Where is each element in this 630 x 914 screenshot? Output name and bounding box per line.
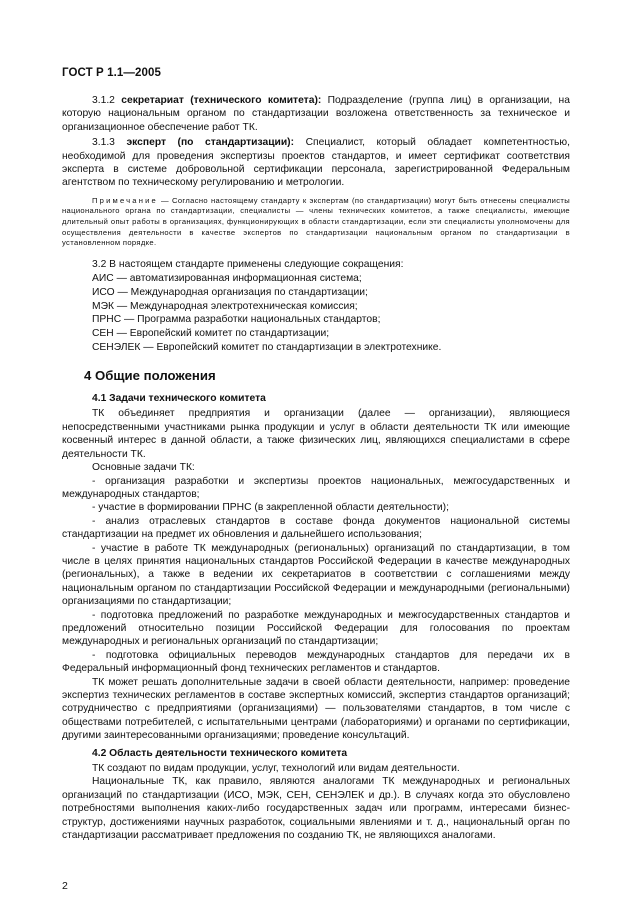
term-definition: Специалист, который обладает компетентностью, необходимой для проведения экспертизы проектов стандартов, и имеет сертификат соответствия эксперта в системе добровольной сертификации персонала, зарегистрированной Федеральным агентством по техническому регулированию и метрологии. <box>62 137 570 189</box>
paragraph: ТК создают по видам продукции, услуг, технологий или видам деятельности. <box>92 763 460 775</box>
note-label: Примечание <box>92 195 158 205</box>
task-item: - подготовка предложений по разработке международных и межгосударственных стандартов и предложений относительно позиции Российской Федерации для голосования по проектам международных и региональных организаций по стандартизации; <box>62 609 570 648</box>
document-header: ГОСТ Р 1.1—2005 <box>62 67 161 79</box>
clause-number: 3.1.3 <box>92 137 115 149</box>
abbreviation-item: СЕНЭЛЕК — Европейский комитет по стандартизации в электротехнике. <box>92 342 442 354</box>
task-item: - подготовка официальных переводов международных стандартов для передачи их в Федеральный информационный фонд технических регламентов и стандартов. <box>62 649 570 675</box>
paragraph: Национальные ТК, как правило, являются аналогами ТК международных и региональных организаций по стандартизации (ИСО, МЭК, СЕН, СЕНЭЛЕК и др.). В случаях когда это обусловлено потребностями выполнения каких-либо государственных задач или программ, интересами бизнес-структур, достижениями научных разработок, социальными явлениями и т. д., национальный орган по стандартизации рассматривает предложения по созданию ТК, не являющихся аналогами. <box>62 776 570 842</box>
term-definition: Подразделение (группа лиц) в организации, на которую национальным органом по стандартизации возложена ответственность за техническое и организационное обеспечение работ ТК. <box>62 95 570 133</box>
abbreviation-item: АИС — автоматизированная информационная система; <box>92 272 362 284</box>
page-number: 2 <box>62 880 68 892</box>
task-item: - анализ отраслевых стандартов в составе фонда документов национальной системы стандартизации на предмет их обновления и дальнейшего использования; <box>62 515 570 541</box>
abbreviation-item: ПРНС — Программа разработки национальных стандартов; <box>92 314 381 326</box>
section-4-2-heading: 4.2 Область деятельности технического комитета <box>92 747 348 759</box>
term-3-1-2 <box>62 94 570 134</box>
paragraph: ТК может решать дополнительные задачи в своей области деятельности, например: проведение экспертиз технических регламентов в составе экспертных комиссий, экспертиз стандартов организаций; сотрудничество с предприятиями (организациями) — пользователями стандартов, в том числе с обществами потребителей, с испытательными центрами (лабораториями) и органами по сертификации, другими заинтересованными организациями; проведение консультаций. <box>62 676 570 742</box>
tasks-intro: Основные задачи ТК: <box>92 462 195 474</box>
task-item: - участие в работе ТК международных (региональных) организаций по стандартизации, в том числе в целях принятия национальных стандартов Российской Федерации в качестве международных (региональных), а также в ведении их секретариатов в соответствии с соглашениями между национальным органом по стандартизации Российской Федерации и международными (региональными) организациями по стандартизации; <box>62 542 570 608</box>
abbreviations-intro: 3.2 В настоящем стандарте применены следующие сокращения: <box>92 258 404 270</box>
task-item: - организация разработки и экспертизы проектов национальных, межгосударственных и международных стандартов; <box>62 475 570 500</box>
abbreviation-item: ИСО — Международная организация по стандартизации; <box>92 286 368 298</box>
note-text: — Согласно настоящему стандарту к экспертам (по стандартизации) могут быть отнесены специалисты национального органа по стандартизации, специалисты — члены технических комитетов, а также специалисты, имеющие длительный опыт работы в организациях, функционирующих в области стандартизации, если эти специалисты уполномочены для осуществления деятельности в качестве экспертов по стандартизации национальным органом по стандартизации в установленном порядке. <box>62 195 570 248</box>
section-4-1-heading: 4.1 Задачи технического комитета <box>92 393 266 405</box>
abbreviation-item: МЭК — Международная электротехническая комиссия; <box>92 300 358 312</box>
document-body <box>62 94 570 842</box>
paragraph: ТК объединяет предприятия и организации (далее — организации), являющиеся непосредственными участниками рынка продукции и услуг в области деятельности ТК или имеющие косвенный интерес в данной области, а также физических лиц, являющихся специалистами в сфере деятельности ТК. <box>62 408 570 460</box>
term-title: эксперт (по стандартизации): <box>126 137 295 149</box>
clause-number: 3.1.2 <box>92 95 115 106</box>
abbreviations-block <box>62 258 570 355</box>
abbreviation-item: СЕН — Европейский комитет по стандартизации; <box>92 328 330 340</box>
task-item: - участие в формировании ПРНС (в закрепленной области деятельности); <box>92 502 449 514</box>
section-4-heading: 4 Общие положения <box>84 367 216 383</box>
note-paragraph <box>62 196 570 249</box>
term-title: секретариат (технического комитета): <box>121 95 322 106</box>
term-3-1-3 <box>62 136 570 190</box>
